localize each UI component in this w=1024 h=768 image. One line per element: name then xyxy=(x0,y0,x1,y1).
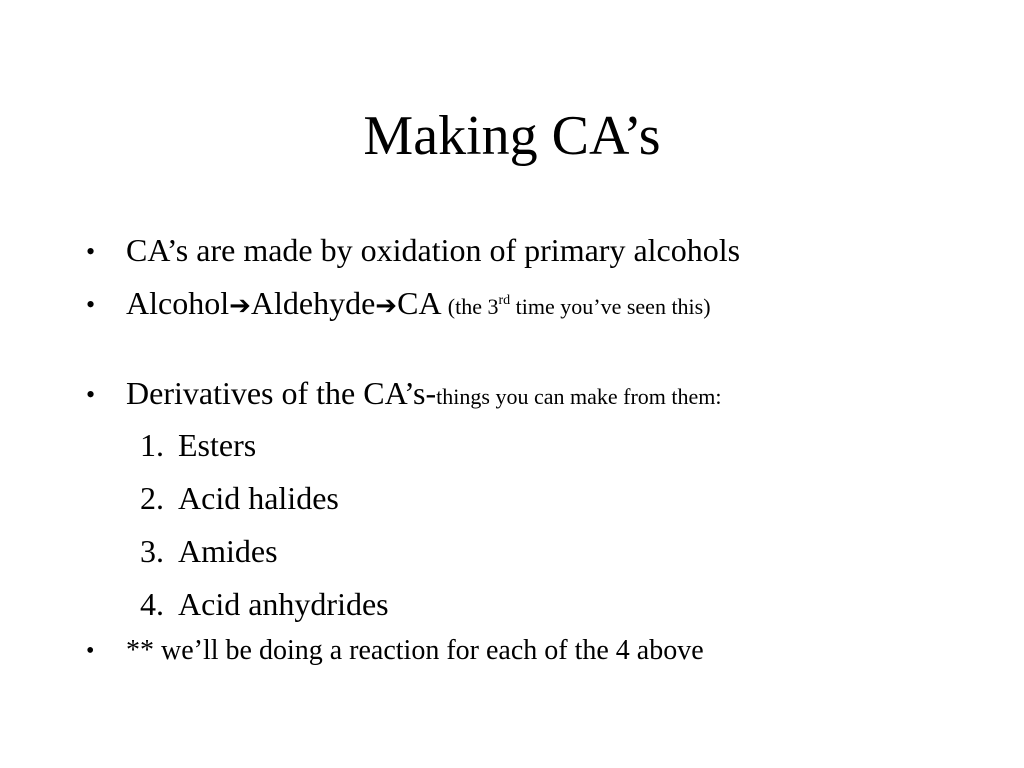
derivatives-heading: Derivatives of the CA’s- xyxy=(126,375,437,411)
derivative-item xyxy=(140,584,389,624)
slide-title: Making CA’s xyxy=(363,105,661,167)
ca-label: CA xyxy=(397,285,440,321)
item-label: Amides xyxy=(178,533,278,569)
bullet-text: ** we’ll be doing a reaction for each of the 4 above xyxy=(126,635,704,666)
derivatives-note: things you can make from them: xyxy=(436,384,722,409)
bullet-dot: • xyxy=(86,380,96,409)
note-superscript: rd xyxy=(498,293,511,308)
bullet-dot: • xyxy=(86,290,96,319)
item-number: 1. xyxy=(140,427,164,463)
alcohol-label: Alcohol xyxy=(126,285,230,321)
item-number: 4. xyxy=(140,586,164,622)
bullet-dot: • xyxy=(86,237,96,266)
derivative-item xyxy=(140,531,278,571)
derivative-item xyxy=(140,478,339,518)
third-time-note xyxy=(448,294,711,319)
bullet-dot: • xyxy=(86,638,95,664)
aldehyde-label: Aldehyde xyxy=(250,285,376,321)
bullet-text xyxy=(126,373,721,417)
derivative-item xyxy=(140,425,256,465)
item-number: 3. xyxy=(140,533,164,569)
note-text: time you’ve seen this) xyxy=(510,294,711,319)
item-label: Esters xyxy=(178,427,257,463)
item-label: Acid halides xyxy=(178,480,339,516)
reaction-sequence xyxy=(126,283,711,327)
right-arrow-icon: ➔ xyxy=(229,291,251,321)
right-arrow-icon: ➔ xyxy=(375,291,398,321)
note-text: (the 3 xyxy=(447,294,499,319)
item-number: 2. xyxy=(140,480,164,516)
item-label: Acid anhydrides xyxy=(178,586,389,622)
bullet-text: CA’s are made by oxidation of primary alcohols xyxy=(126,232,741,268)
